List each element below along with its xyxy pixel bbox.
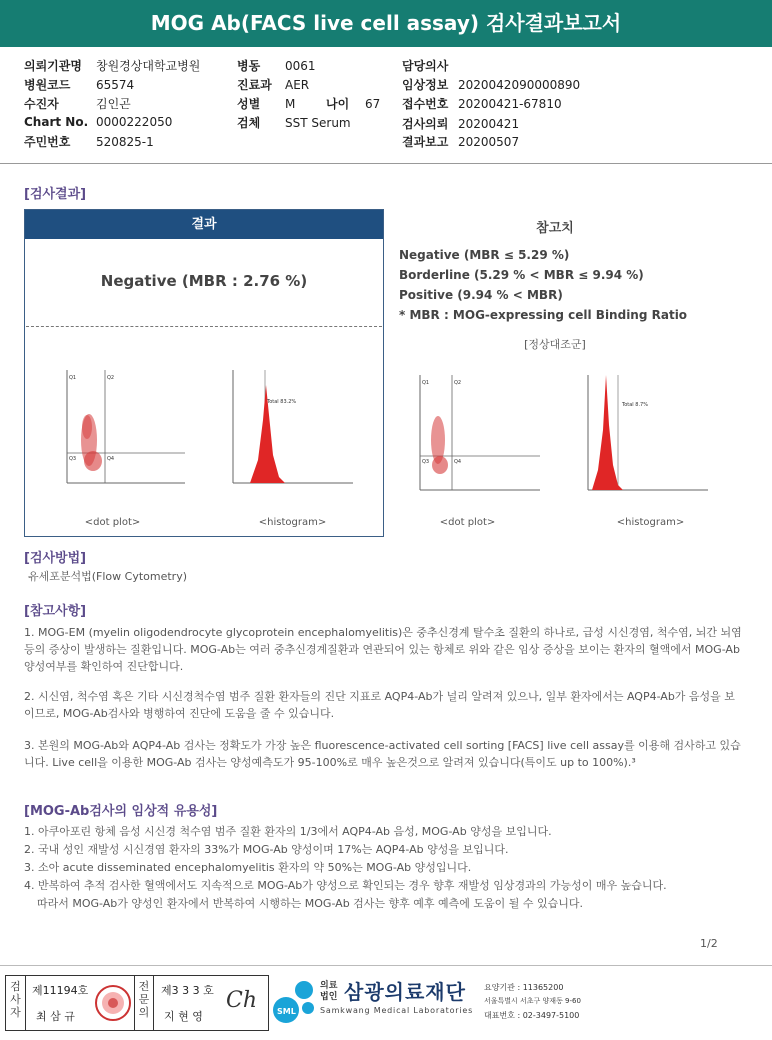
info-label: 진료과 [237,78,272,92]
control-q1: Q1 [422,380,430,386]
info-label: 의뢰기관명 [24,59,82,73]
control-histogram [588,375,708,490]
age-field [326,95,380,112]
patient-plots [55,365,375,495]
utility-item-1: 1. 아쿠아포린 항체 음성 시신경 척수염 범주 질환 환자의 1/3에서 AQP4-Ab 음성, MOG-Ab 양성을 보입니다. [24,825,552,838]
result-value: Negative (MBR : 2.76 %) [100,272,308,290]
logo-badge: SML [277,1007,296,1016]
info-row [402,115,519,132]
org-prefix: 의료법인 [320,981,338,1002]
control-label: [정상대조군] [524,338,586,351]
note-1: 1. MOG-EM (myelin oligodendrocyte glycoprotein encephalomyelitis)은 중추신경계 탈수초 질환의 하나로, 급성 시신경염, 척수염, 뇌간 뇌염 등의 증상이 발생하는 질환입니다. MOG-Ab는 여러 중추신경계질환과 연관되어 있는 항체로 위와 같은 임상 증상을 보이는 환자의 혈액에서 MOG-Ab 양성여부를 확인하여 진단합니다. [24,626,742,673]
info-label: 수진자 [24,97,59,111]
result-divider [26,326,382,327]
specialist-label: 전문의 [134,976,154,1030]
method-heading: [검사방법] [24,551,87,566]
info-row [237,57,316,74]
footer-divider [0,965,772,966]
page-title: MOG Ab(FACS live cell assay) 검사결과보고서 [150,11,622,35]
info-row [237,95,295,112]
page-number: 1/2 [700,937,718,950]
patient-hist-total: Total 83.2% [267,399,297,405]
info-label: 접수번호 [402,97,449,111]
info-label: 병원코드 [24,78,71,92]
utility-item-4-cont: 따라서 MOG-Ab가 양성인 환자에서 반복하여 시행하는 MOG-Ab 검사는 향후 예후 예측에 도움이 될 수 있습니다. [37,897,584,910]
reference-negative: Negative (MBR ≤ 5.29 %) [399,248,570,262]
notes-heading: [참고사항] [24,604,87,619]
info-label: 성별 [237,97,261,111]
control-q3: Q3 [422,459,430,465]
info-row [402,133,519,150]
note-3: 3. 본원의 MOG-Ab와 AQP4-Ab 검사는 정확도가 가장 높은 fluorescence-activated cell sorting [FACS] live cell assay를 이용해 검사하고 있습니다. Live cell을 이용한 MOG-Ab 검사는 양성예측도가 95-100%로 매우 높은것으로 알려져 있습니다(특이도 up to 100%).³ [24,739,741,769]
info-label: Chart No. [24,115,89,129]
info-value: 0061 [285,59,316,73]
info-value: 김인곤 [96,97,131,111]
note-2: 2. 시신염, 척수염 혹은 기타 시신경척수염 범주 질환 환자들의 진단 지표로 AQP4-Ab가 널리 알려져 있으나, 일부 환자에서는 AQP4-Ab가 음성을 보이므로, MOG-Ab검사와 병행하여 진단에 도움을 줄 수 있습니다. [24,690,735,720]
info-row [24,95,131,112]
info-label: 병동 [237,59,261,73]
age-value: 67 [365,97,381,111]
specialist-name: 지 현 영 [164,1010,203,1023]
info-row [402,76,580,93]
reference-mbr-note: * MBR : MOG-expressing cell Binding Ratio [399,308,688,322]
inspector-seal-icon [94,984,132,1022]
info-row [24,57,200,74]
info-value: M [285,97,296,111]
info-value: SST Serum [285,116,351,130]
age-label: 나이 [326,97,350,111]
sml-logo-icon [270,976,318,1026]
reference-borderline: Borderline (5.29 % < MBR ≤ 9.94 %) [399,268,644,282]
result-heading: [검사결과] [24,187,87,202]
info-value: 2020042090000890 [458,78,581,92]
reference-title: 참고치 [536,221,574,236]
utility-item-4: 4. 반복하여 추적 검사한 혈액에서도 지속적으로 MOG-Ab가 양성으로 확인되는 경우 향후 재발성 임상경과의 가능성이 매우 높습니다. [24,879,667,892]
org-phone: 대표번호 : 02-3497-5100 [484,1011,580,1020]
patient-histogram [233,370,353,483]
info-label: 검체 [237,116,261,130]
info-row [237,114,351,131]
control-q4: Q4 [454,459,462,465]
info-label: 임상정보 [402,78,449,92]
inspector-number: 제11194호 [32,984,89,997]
utility-item-2: 2. 국내 성인 재발성 시신경염 환자의 33%가 MOG-Ab 양성이며 17%는 AQP4-Ab 양성을 보입니다. [24,843,509,856]
org-address: 서울특별시 서초구 양재동 9-60 [484,997,581,1005]
result-box-title: 결과 [25,210,383,239]
info-label: 검사의뢰 [402,117,449,131]
info-value: 0000222050 [96,115,173,129]
info-row [24,76,134,93]
info-row [24,115,172,129]
reference-positive: Positive (9.94 % < MBR) [399,288,563,302]
org-code: 요양기관 : 11365200 [484,983,564,992]
info-value: AER [285,78,310,92]
method-text: 유세포분석법(Flow Cytometry) [28,570,188,583]
info-value: 520825-1 [96,135,154,149]
info-value: 20200421 [458,117,520,131]
patient-dot-label: <dot plot> [84,517,141,528]
specialist-number: 제3 3 3 호 [161,984,214,997]
info-value: 20200507 [458,135,520,149]
control-dot-label: <dot plot> [439,517,496,528]
info-label: 결과보고 [402,135,449,149]
org-name: 삼광의료재단 [344,980,466,1004]
signature-box [5,975,269,1031]
patient-dot-plot [67,370,185,483]
inspector-label: 검사자 [6,976,26,1030]
info-value: 65574 [96,78,135,92]
info-row [402,95,562,112]
header-divider [0,163,772,164]
patient-hist-label: <histogram> [258,517,327,528]
patient-q3: Q3 [69,456,77,462]
control-q2: Q2 [454,380,462,386]
patient-q1: Q1 [69,375,77,381]
info-label: 담당의사 [402,59,449,73]
control-dot-plot [420,375,540,490]
utility-heading: [MOG-Ab검사의 임상적 유용성] [24,804,218,819]
specialist-signature: Ch [226,988,258,1013]
inspector-name: 최 삼 규 [36,1010,75,1023]
info-row [402,57,458,74]
control-plots [410,370,720,500]
info-label: 주민번호 [24,135,71,149]
control-hist-label: <histogram> [616,517,685,528]
info-value: 20200421-67810 [458,97,562,111]
info-row [24,133,154,150]
control-hist-total: Total 8.7% [622,402,648,408]
info-row [237,76,309,93]
org-english-name: Samkwang Medical Laboratories [320,1006,474,1015]
utility-item-3: 3. 소아 acute disseminated encephalomyelitis 환자의 약 50%는 MOG-Ab 양성입니다. [24,861,472,874]
patient-q2: Q2 [107,375,115,381]
patient-q4: Q4 [107,456,115,462]
info-value: 창원경상대학교병원 [96,59,201,73]
